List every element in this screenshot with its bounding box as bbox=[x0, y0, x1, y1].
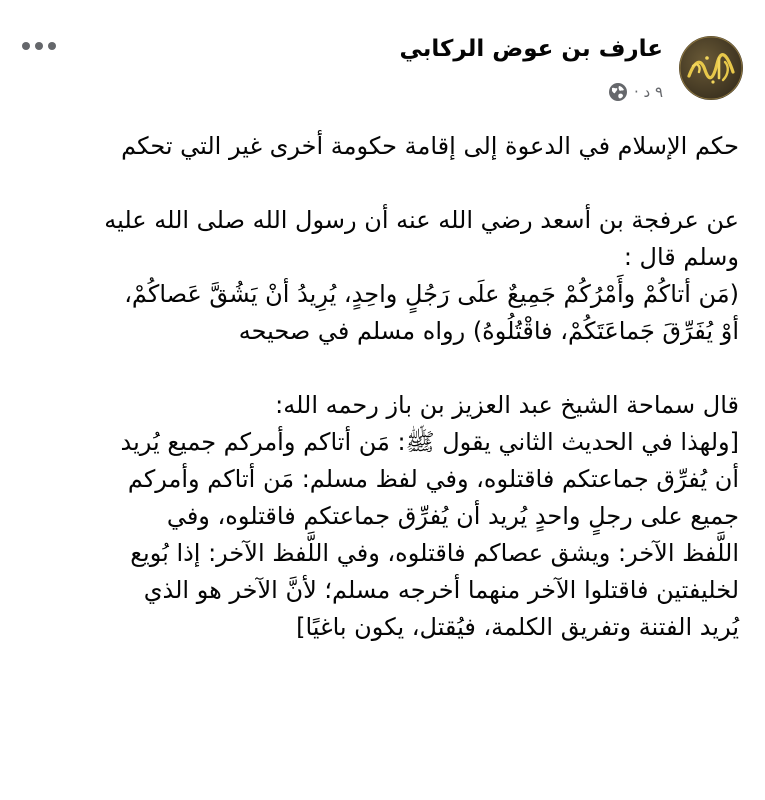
post-timestamp[interactable]: ٩ د · bbox=[633, 83, 663, 101]
post-line: (مَن أتاكُمْ وأَمْرُكُمْ جَمِيعٌ علَى رَجُلٍ واحِدٍ، يُرِيدُ أنْ يَشُقَّ عَصاكُمْ، bbox=[124, 280, 739, 308]
post-line: جميع على رجلٍ واحدٍ يُريد أن يُفرِّق جماعتكم فاقتلوه، وفي bbox=[166, 502, 739, 530]
post-line: اللَّفظ الآخر: ويشق عصاكم فاقتلوه، وفي اللَّفظ الآخر: إذا بُويع bbox=[130, 539, 739, 567]
more-dot bbox=[22, 42, 30, 50]
blank-line bbox=[20, 165, 739, 202]
globe-icon[interactable] bbox=[608, 82, 628, 102]
post-title-line: حكم الإسلام في الدعوة إلى إقامة حكومة أخرى غير التي تحكم bbox=[121, 132, 739, 160]
blank-line bbox=[20, 350, 739, 387]
post-line: [ولهذا في الحديث الثاني يقول ﷺ: مَن أتاكم وأمركم جميع يُريد bbox=[120, 428, 739, 456]
author-name[interactable]: عارف بن عوض الركابي bbox=[399, 36, 663, 62]
avatar[interactable] bbox=[679, 36, 743, 100]
avatar-calligraphy-icon bbox=[679, 36, 743, 100]
post-line: وسلم قال : bbox=[623, 243, 739, 271]
post-meta bbox=[608, 82, 663, 102]
more-dot bbox=[35, 42, 43, 50]
post-line: يُريد الفتنة وتفريق الكلمة، فيُقتل، يكون باغيًا] bbox=[296, 613, 739, 641]
post-header bbox=[0, 0, 765, 120]
post-line: عن عرفجة بن أسعد رضي الله عنه أن رسول الله صلى الله عليه bbox=[104, 206, 739, 234]
post-line: أن يُفرِّق جماعتكم فاقتلوه، وفي لفظ مسلم: مَن أتاكم وأمركم bbox=[127, 465, 739, 493]
post-body bbox=[20, 128, 739, 646]
more-options-icon[interactable] bbox=[22, 36, 56, 56]
post-line: قال سماحة الشيخ عبد العزيز بن باز رحمه الله: bbox=[275, 391, 739, 419]
post-line: أوْ يُفَرِّقَ جَماعَتَكُمْ، فاقْتُلُوهُ) رواه مسلم في صحيحه bbox=[238, 317, 739, 345]
post-line: لخليفتين فاقتلوا الآخر منهما أخرجه مسلم؛ لأنَّ الآخر هو الذي bbox=[143, 576, 739, 604]
more-dot bbox=[48, 42, 56, 50]
